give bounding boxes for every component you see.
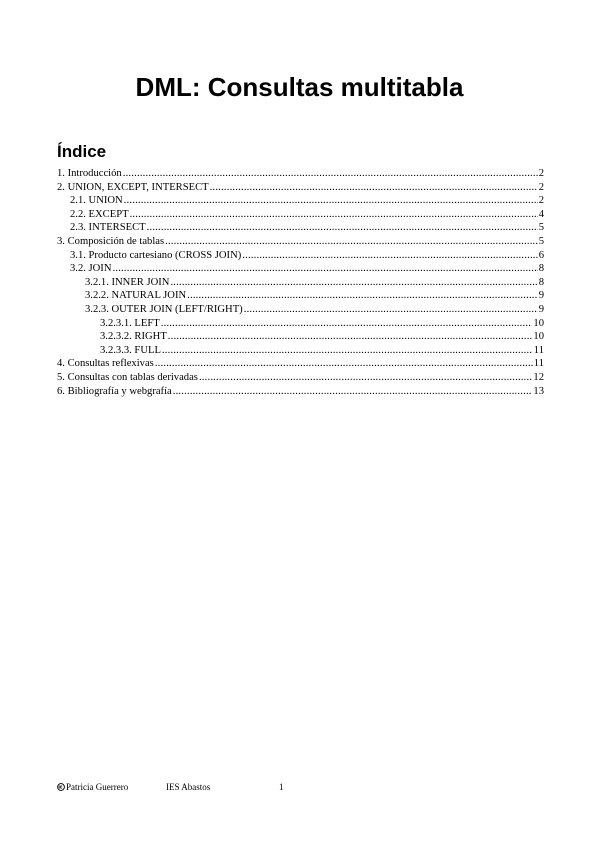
- toc-entry-page: 12: [533, 371, 544, 383]
- toc-entry-page: 8: [538, 263, 544, 275]
- toc-entry-page: 10: [533, 331, 544, 343]
- toc-entry[interactable]: [57, 276, 544, 290]
- toc-entry-page: 10: [533, 317, 544, 329]
- creative-commons-icon: [57, 783, 65, 791]
- toc-entry[interactable]: [57, 194, 544, 208]
- toc-entry-page: 9: [538, 290, 544, 302]
- toc-entry-page: 9: [538, 303, 544, 315]
- toc-entry-page: 2: [538, 168, 544, 179]
- toc-entry[interactable]: [57, 371, 544, 385]
- toc-entry-label: 3. Composición de tablas: [57, 235, 165, 247]
- toc-entry[interactable]: [57, 235, 544, 249]
- toc-entry-page: 8: [538, 276, 544, 288]
- toc-entry[interactable]: [57, 221, 544, 235]
- toc-entry-label: 3.2.3. OUTER JOIN (LEFT/RIGHT): [85, 303, 243, 315]
- toc-dot-leader: [123, 167, 538, 181]
- toc-entry[interactable]: [57, 181, 544, 195]
- toc-entry-label: 2.2. EXCEPT: [70, 208, 129, 220]
- toc-entry-label: 1. Introducción: [57, 168, 122, 179]
- toc-entry-page: 2: [538, 181, 544, 193]
- toc-entry-label: 2. UNION, EXCEPT, INTERSECT: [57, 181, 209, 193]
- toc-entry-label: 4. Consultas reflexivas: [57, 358, 154, 370]
- toc-entry-label: 3.2.3.2. RIGHT: [100, 331, 167, 343]
- toc-entry[interactable]: [57, 208, 544, 222]
- toc-entry-label: 3.2.2. NATURAL JOIN: [85, 290, 187, 302]
- toc-entry[interactable]: [57, 303, 544, 317]
- toc-entry-label: 3.1. Producto cartesiano (CROSS JOIN): [70, 249, 242, 261]
- toc-dot-leader: [242, 249, 537, 263]
- toc-dot-leader: [155, 357, 533, 371]
- toc-dot-leader: [130, 208, 538, 222]
- toc-dot-leader: [173, 385, 533, 399]
- toc-entry-label: 3.2. JOIN: [70, 263, 112, 275]
- document-title: DML: Consultas multitabla: [135, 72, 464, 102]
- toc-entry-page: 2: [538, 195, 544, 207]
- toc-entry-page: 11: [533, 344, 544, 356]
- toc-dot-leader: [168, 330, 533, 344]
- toc-entry[interactable]: [57, 249, 544, 263]
- toc-dot-leader: [170, 276, 537, 290]
- toc-dot-leader: [161, 317, 533, 331]
- toc-entry-label: 5. Consultas con tablas derivadas: [57, 371, 198, 383]
- toc-dot-leader: [162, 344, 533, 358]
- toc-entry-page: 5: [538, 222, 544, 234]
- toc-dot-leader: [165, 235, 538, 249]
- toc-entry[interactable]: [57, 330, 544, 344]
- toc-entry[interactable]: [57, 289, 544, 303]
- toc-entry[interactable]: [57, 385, 544, 399]
- toc-entry-label: 3.2.3.3. FULL: [100, 344, 161, 356]
- toc-entry-label: 2.1. UNION: [70, 195, 123, 207]
- toc-entry[interactable]: [57, 357, 544, 371]
- toc-dot-leader: [147, 221, 538, 235]
- footer-page-number: 1: [279, 782, 284, 792]
- toc-entry-label: 3.2.3.1. LEFT: [100, 317, 160, 329]
- toc-dot-leader: [124, 194, 538, 208]
- toc-entry-page: 13: [533, 385, 544, 397]
- toc-entry-label: 2.3. INTERSECT: [70, 222, 146, 234]
- toc-entry[interactable]: [57, 262, 544, 276]
- toc-dot-leader: [199, 371, 532, 385]
- toc-entry[interactable]: [57, 317, 544, 331]
- footer-school: IES Abastos: [166, 782, 211, 792]
- toc-entry-page: 4: [538, 208, 544, 220]
- toc-entry[interactable]: [57, 344, 544, 358]
- toc-entry-label: 3.2.1. INNER JOIN: [85, 276, 170, 288]
- table-of-contents: [57, 167, 544, 398]
- toc-dot-leader: [244, 303, 538, 317]
- toc-entry-page: 5: [538, 235, 544, 247]
- toc-dot-leader: [210, 181, 538, 195]
- toc-dot-leader: [187, 289, 538, 303]
- page-footer: [57, 780, 357, 794]
- footer-author: [57, 780, 128, 794]
- toc-heading: Índice: [57, 142, 107, 161]
- toc-entry-page: 11: [533, 358, 544, 370]
- toc-entry-label: 6. Bibliografía y webgrafía: [57, 385, 172, 397]
- footer-author-name: Patricia Guerrero: [66, 782, 129, 792]
- toc-dot-leader: [113, 262, 538, 276]
- toc-entry-page: 6: [538, 249, 544, 261]
- toc-entry[interactable]: [57, 167, 544, 181]
